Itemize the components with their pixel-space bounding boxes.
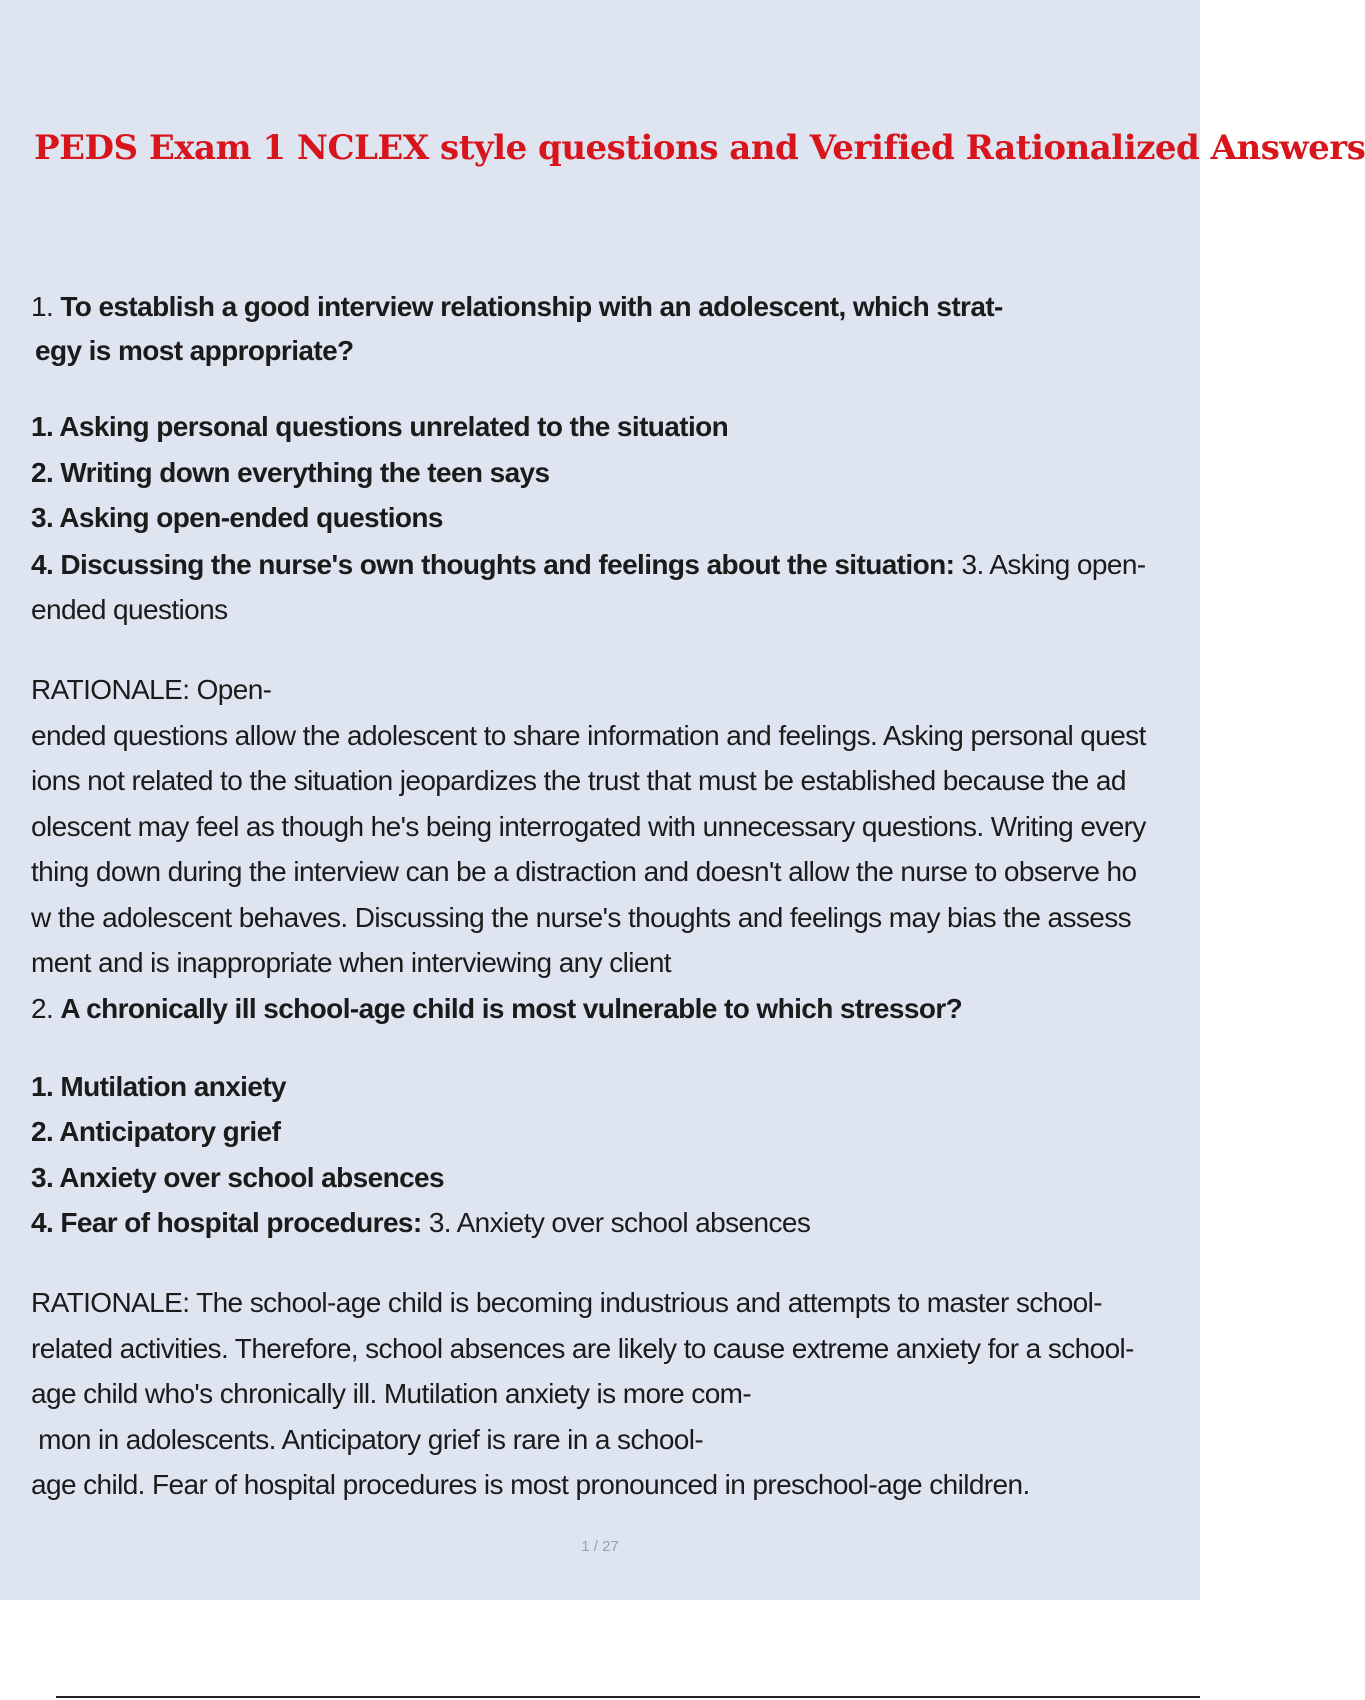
- option-number: 3.: [31, 502, 54, 533]
- q2-option-1: [31, 1070, 286, 1104]
- q1-rationale-line: ended questions allow the adolescent to share information and feelings. Asking personal quest: [31, 720, 1146, 751]
- q1-answer-cont: ended questions: [31, 594, 228, 625]
- option-number: 1.: [31, 411, 54, 442]
- q1-option-4: [31, 548, 1146, 582]
- option-text: Writing down everything the teen says: [60, 457, 550, 488]
- q1-rationale-line: thing down during the interview can be a distraction and doesn't allow the nurse to observe ho: [31, 856, 1137, 887]
- option-number: 4.: [31, 549, 54, 580]
- question-number: 1.: [31, 291, 54, 322]
- answer-text: 3. Anxiety over school absences: [428, 1207, 811, 1238]
- q1-option-3: [31, 501, 443, 535]
- option-text: Mutilation anxiety: [60, 1071, 287, 1102]
- q2-option-3: [31, 1161, 444, 1195]
- option-number: 3.: [31, 1162, 54, 1193]
- option-number: 4.: [31, 1207, 54, 1238]
- q1-rationale-line: RATIONALE: Open-: [31, 674, 272, 705]
- q1-option-2: [31, 456, 550, 490]
- option-text: Asking open-ended questions: [59, 502, 443, 533]
- q2-rationale-line: RATIONALE: The school-age child is becoming industrious and attempts to master school-: [31, 1287, 1102, 1318]
- question-1-stem: [31, 290, 1003, 324]
- q2-rationale-line: related activities. Therefore, school absences are likely to cause extreme anxiety for a school-: [31, 1333, 1134, 1364]
- option-number: 2.: [31, 1116, 54, 1147]
- q2-rationale-line: age child. Fear of hospital procedures is most pronounced in preschool-age children.: [31, 1469, 1030, 1500]
- q2-rationale-line: mon in adolescents. Anticipatory grief is rare in a school-: [31, 1424, 704, 1455]
- answer-text: 3. Asking open-: [961, 549, 1146, 580]
- option-number: 1.: [31, 1071, 54, 1102]
- q2-option-4: [31, 1206, 810, 1240]
- question-1-stem-cont: egy is most appropriate?: [35, 335, 354, 366]
- q1-rationale-line: ions not related to the situation jeopardizes the trust that must be established because the ad: [31, 765, 1126, 796]
- question-stem-text: A chronically ill school-age child is most vulnerable to which stressor?: [60, 993, 963, 1024]
- q1-rationale-line: ment and is inappropriate when interviewing any client: [31, 947, 671, 978]
- q1-rationale-line: olescent may feel as though he's being interrogated with unnecessary questions. Writing every: [31, 811, 1146, 842]
- q1-rationale-line: w the adolescent behaves. Discussing the nurse's thoughts and feelings may bias the assess: [31, 902, 1132, 933]
- question-2-stem: [31, 992, 962, 1026]
- option-text: Asking personal questions unrelated to the situation: [59, 411, 729, 442]
- option-number: 2.: [31, 457, 54, 488]
- q2-option-2: [31, 1115, 280, 1149]
- option-text: Anxiety over school absences: [59, 1162, 444, 1193]
- question-stem-text: To establish a good interview relationship with an adolescent, which strat-: [60, 291, 1003, 322]
- document-title: PEDS Exam 1 NCLEX style questions and Verified Rationalized Answers: [34, 128, 1365, 168]
- option-text: Fear of hospital procedures:: [60, 1207, 422, 1238]
- next-page-divider: [56, 1696, 1200, 1698]
- q1-option-1: [31, 410, 728, 444]
- q2-rationale-line: age child who's chronically ill. Mutilation anxiety is more com-: [31, 1378, 752, 1409]
- option-text: Anticipatory grief: [59, 1116, 281, 1147]
- page-number: 1 / 27: [581, 1538, 619, 1555]
- option-text: Discussing the nurse's own thoughts and feelings about the situation:: [60, 549, 955, 580]
- question-number: 2.: [31, 993, 54, 1024]
